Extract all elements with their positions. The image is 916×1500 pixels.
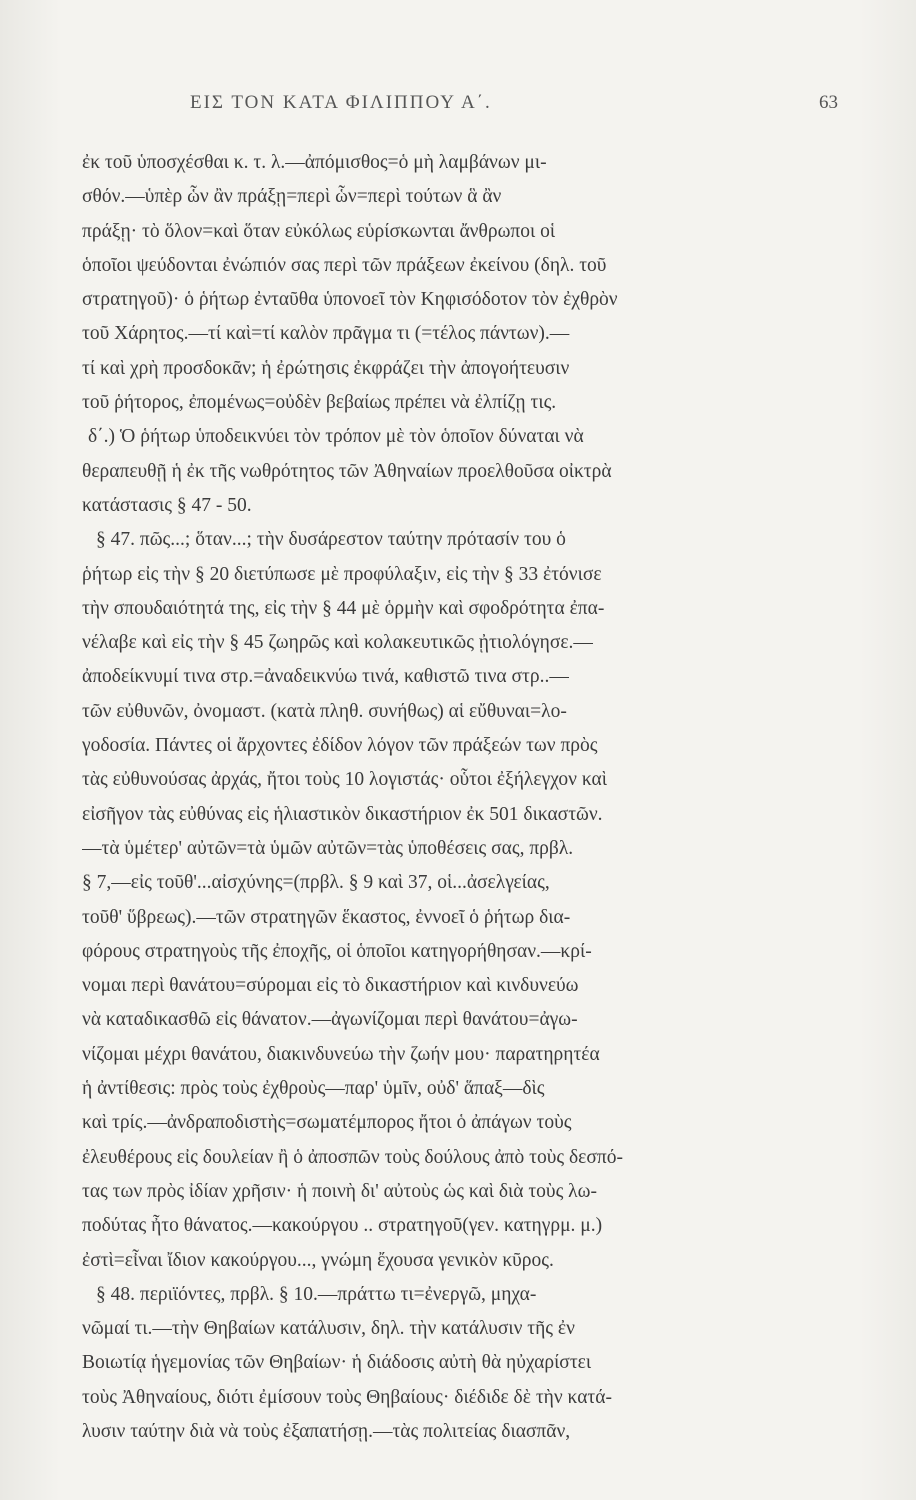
running-header: ΕΙΣ ΤΟΝ ΚΑΤΑ ΦΙΛΙΠΠΟΥ Α΄. [190, 92, 492, 113]
text-line: τοῦθ' ὕβρεως).—τῶν στρατηγῶν ἕκαστος, ἐννοεῖ ὁ ῥήτωρ δια- [82, 906, 571, 928]
text-line: γοδοσία. Πάντες οἱ ἄρχοντες ἐδίδον λόγον τῶν πράξεών των πρὸς [82, 735, 598, 757]
text-line: κατάστασις § 47 - 50. [82, 494, 252, 516]
text-line: ποδύτας ἦτο θάνατος.—κακούργου .. στρατηγοῦ(γεν. κατηγρμ. μ.) [82, 1215, 603, 1237]
commentary-text [82, 146, 762, 1449]
text-line: νῶμαί τι.—τὴν Θηβαίων κατάλυσιν, δηλ. τὴν κατάλυσιν τῆς ἐν [82, 1318, 575, 1340]
text-line: θεραπευθῇ ἡ ἐκ τῆς νωθρότητος τῶν Ἀθηναίων προελθοῦσα οἰκτρὰ [82, 460, 612, 482]
text-line: λυσιν ταύτην διὰ νὰ τοὺς ἐξαπατήσῃ.—τὰς πολιτείας διασπᾶν, [82, 1420, 571, 1442]
text-line: φόρους στρατηγοὺς τῆς ἐποχῆς, οἱ ὁποῖοι κατηγορήθησαν.—κρί- [82, 940, 592, 962]
text-line: τοῦ Χάρητος.—τί καὶ=τί καλὸν πρᾶγμα τι (=τέλος πάντων).— [82, 323, 570, 345]
text-line: τῶν εὐθυνῶν, ὀνομαστ. (κατὰ πληθ. συνήθως) αἱ εὔθυναι=λο- [82, 700, 567, 722]
text-line: ἐλευθέρους εἰς δουλείαν ἢ ὁ ἀποσπῶν τοὺς δούλους ἀπὸ τοὺς δεσπό- [82, 1146, 623, 1168]
text-line: εἰσῆγον τὰς εὐθύνας εἰς ἡλιαστικὸν δικαστήριον ἐκ 501 δικαστῶν. [82, 803, 603, 825]
text-line: καὶ τρίς.—ἀνδραποδιστὴς=σωματέμπορος ἤτοι ὁ ἀπάγων τοὺς [82, 1112, 572, 1134]
text-line: τοῦ ῥήτορος, ἐπομένως=οὐδὲν βεβαίως πρέπει νὰ ἐλπίζῃ τις. [82, 392, 557, 414]
text-line: νέλαβε καὶ εἰς τὴν § 45 ζωηρῶς καὶ κολακευτικῶς ᾐτιολόγησε.— [82, 632, 593, 654]
text-line: ἡ ἀντίθεσις: πρὸς τοὺς ἐχθροὺς—παρ' ὑμῖν, οὐδ' ἅπαξ—δὶς [82, 1078, 545, 1100]
text-line: § 7,—εἰς τοῦθ'...αἰσχύνης=(πρβλ. § 9 καὶ 37, οἱ...ἀσελγείας, [82, 872, 550, 894]
text-line: νομαι περὶ θανάτου=σύρομαι εἰς τὸ δικαστήριον καὶ κινδυνεύω [82, 975, 579, 997]
text-line: § 48. περιϊόντες, πρβλ. § 10.—πράττω τι=ἐνεργῶ, μηχα- [96, 1283, 537, 1305]
text-line: τας των πρὸς ἰδίαν χρῆσιν· ἡ ποινὴ δι' αὐτοὺς ὡς καὶ διὰ τοὺς λω- [82, 1180, 597, 1202]
text-line: ἀποδείκνυμί τινα στρ.=ἀναδεικνύω τινά, καθιστῶ τινα στρ..— [82, 666, 569, 688]
text-line: Βοιωτίᾳ ἡγεμονίας τῶν Θηβαίων· ἡ διάδοσις αὐτὴ θὰ ηὐχαρίστει [82, 1352, 592, 1374]
text-line: τὰς εὐθυνούσας ἀρχάς, ἤτοι τοὺς 10 λογιστάς· οὗτοι ἐξήλεγχον καὶ [82, 769, 607, 791]
text-line: ὁποῖοι ψεύδονται ἐνώπιόν σας περὶ τῶν πράξεων ἐκείνου (δηλ. τοῦ [82, 254, 607, 276]
text-line: § 47. πῶς...; ὅταν...; τὴν δυσάρεστον ταύτην πρότασίν του ὁ [96, 529, 566, 551]
text-line: πράξῃ· τὸ ὅλον=καὶ ὅταν εὐκόλως εὑρίσκωνται ἄνθρωποι οἱ [82, 220, 556, 242]
text-line: τί καὶ χρὴ προσδοκᾶν; ἡ ἐρώτησις ἐκφράζει τὴν ἀπογοήτευσιν [82, 357, 570, 379]
text-line: νὰ καταδικασθῶ εἰς θάνατον.—ἀγωνίζομαι περὶ θανάτου=ἀγω- [82, 1009, 578, 1031]
text-line: ἐκ τοῦ ὑποσχέσθαι κ. τ. λ.—ἀπόμισθος=ὁ μὴ λαμβάνων μι- [82, 152, 547, 173]
text-line: νίζομαι μέχρι θανάτου, διακινδυνεύω τὴν ζωήν μου· παρατηρητέα [82, 1043, 600, 1065]
text-line: ἐστὶ=εἶναι ἴδιον κακούργου..., γνώμη ἔχουσα γενικὸν κῦρος. [82, 1249, 554, 1271]
text-line: σθόν.—ὑπὲρ ὧν ἂν πράξῃ=περὶ ὧν=περὶ τούτων ἃ ἂν [82, 186, 502, 208]
text-line: δ΄.) Ὁ ῥήτωρ ὑποδεικνύει τὸν τρόπον μὲ τὸν ὁποῖον δύναται νὰ [88, 426, 584, 448]
text-line: —τὰ ὑμέτερ' αὐτῶν=τὰ ὑμῶν αὐτῶν=τὰς ὑποθέσεις σας, πρβλ. [82, 837, 574, 859]
text-line: στρατηγοῦ)· ὁ ῥήτωρ ἐνταῦθα ὑπονοεῖ τὸν Κηφισόδοτον τὸν ἐχθρὸν [82, 289, 618, 311]
text-line: τοὺς Ἀθηναίους, διότι ἐμίσουν τοὺς Θηβαίους· διέδιδε δὲ τὴν κατά- [82, 1386, 612, 1408]
text-line: ῥήτωρ εἰς τὴν § 20 διετύπωσε μὲ προφύλαξιν, εἰς τὴν § 33 ἐτόνισε [82, 563, 602, 585]
text-line: τὴν σπουδαιότητά της, εἰς τὴν § 44 μὲ ὁρμὴν καὶ σφοδρότητα ἐπα- [82, 597, 605, 619]
page-number: 63 [819, 92, 838, 113]
